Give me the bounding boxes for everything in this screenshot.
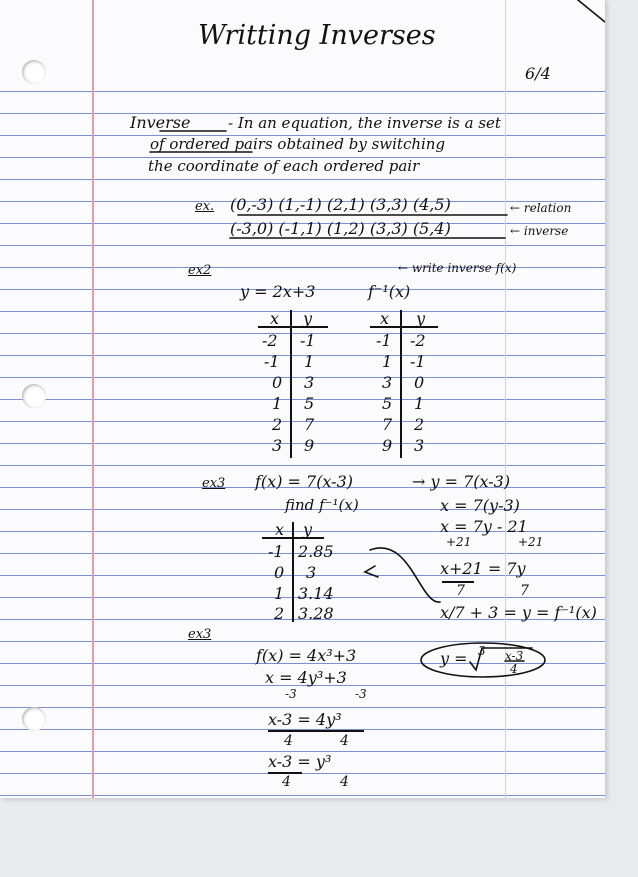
solve-step-note: -3	[355, 687, 367, 701]
table-cell: 7	[304, 415, 315, 434]
function-definition: f(x) = 4x³+3	[256, 646, 357, 665]
solve-step: x-3 = y³	[268, 752, 332, 771]
table-cell: 0	[272, 373, 283, 392]
table-header: y	[303, 309, 313, 328]
arrow-curve	[370, 548, 440, 602]
page-title: Writting Inverses	[198, 20, 436, 51]
example-label: ex3	[202, 476, 226, 491]
solve-step-note: -3	[285, 687, 297, 701]
table-cell: 2	[272, 415, 283, 434]
relation-pairs: (0,-3) (1,-1) (2,1) (3,3) (4,5)	[230, 195, 451, 214]
table-cell: -1	[300, 331, 316, 350]
table-cell: 1	[414, 394, 425, 413]
example-note: ← write inverse f(x)	[398, 261, 517, 275]
table-header: x	[275, 520, 285, 539]
answer-lhs: y =	[440, 649, 468, 668]
table-cell: 9	[382, 436, 393, 455]
table-cell: 1	[272, 394, 283, 413]
solve-step: x-3 = 4y³	[268, 710, 342, 729]
table-cell: 2.85	[298, 542, 334, 561]
table-header-rule	[258, 326, 328, 328]
example-label: ex2	[188, 263, 212, 278]
table-cell: 1	[304, 352, 315, 371]
function-title: y = 2x+3	[240, 282, 316, 301]
inverse-note: ← inverse	[510, 224, 569, 238]
corner-fold	[578, 0, 605, 22]
table-header: x	[380, 309, 390, 328]
definition-line: - In an equation, the inverse is a set	[228, 114, 501, 132]
example-label: ex.	[195, 199, 215, 214]
solve-step-denominator: 4	[340, 733, 349, 749]
table-header: x	[270, 309, 280, 328]
solve-step: x = 4y³+3	[265, 668, 347, 687]
table-cell: 3	[306, 563, 317, 582]
table-cell: 5	[382, 394, 393, 413]
solve-step: x = 7(y-3)	[440, 496, 520, 515]
inverse-pairs: (-3,0) (-1,1) (1,2) (3,3) (5,4)	[230, 219, 451, 238]
table-cell: 5	[304, 394, 315, 413]
solve-step: x = 7y - 21	[440, 517, 528, 536]
solve-step-denominator: 4	[284, 733, 293, 749]
table-cell: -1	[410, 352, 426, 371]
table-cell: 3	[414, 436, 425, 455]
definition-line: of ordered pairs obtained by switching	[150, 135, 446, 153]
arrow-head	[365, 566, 378, 577]
table-cell: 2	[274, 604, 285, 623]
table-cell: -1	[376, 331, 392, 350]
table-header: y	[416, 309, 426, 328]
table-cell: 3	[382, 373, 393, 392]
table-divider	[292, 522, 294, 622]
table-cell: 3.14	[298, 584, 334, 603]
solve-step-denominator: 7	[456, 583, 465, 599]
definition-term: Inverse	[130, 113, 191, 132]
table-cell: 1	[382, 352, 393, 371]
table-cell: -2	[262, 331, 278, 350]
table-cell: -2	[410, 331, 426, 350]
table-cell: 3	[272, 436, 283, 455]
solve-step-denominator: 4	[340, 774, 349, 790]
find-inverse: find f⁻¹(x)	[285, 496, 359, 514]
date: 6/4	[525, 64, 551, 83]
table-cell: 0	[414, 373, 425, 392]
solve-step-denominator: 7	[520, 583, 529, 599]
table-cell: 3	[304, 373, 315, 392]
radicand-numerator: x-3	[505, 649, 524, 663]
solve-step-note: +21	[446, 535, 472, 549]
relation-note: ← relation	[510, 201, 572, 215]
table-header: y	[303, 520, 313, 539]
definition-line: the coordinate of each ordered pair	[148, 157, 420, 175]
solve-step: → y = 7(x-3)	[412, 472, 511, 491]
table-cell: 7	[382, 415, 393, 434]
table-divider	[400, 310, 402, 458]
table-cell: 1	[274, 584, 285, 603]
table-divider	[290, 310, 292, 458]
table-cell: 3.28	[298, 604, 334, 623]
example-label: ex3	[188, 627, 212, 642]
table-cell: 2	[414, 415, 425, 434]
solve-step-denominator: 4	[282, 774, 291, 790]
solve-step: x/7 + 3 = y = f⁻¹(x)	[440, 603, 597, 622]
table-cell: -1	[268, 542, 284, 561]
table-cell: 9	[304, 436, 315, 455]
solve-step: x+21 = 7y	[440, 559, 526, 578]
radicand-denominator: 4	[510, 662, 518, 676]
solve-step-note: +21	[518, 535, 544, 549]
inverse-function-title: f⁻¹(x)	[368, 282, 411, 301]
radical-index: 3	[478, 644, 486, 658]
function-definition: f(x) = 7(x-3)	[255, 472, 353, 491]
table-cell: -1	[264, 352, 280, 371]
table-cell: 0	[274, 563, 285, 582]
fraction-bar	[268, 730, 364, 732]
